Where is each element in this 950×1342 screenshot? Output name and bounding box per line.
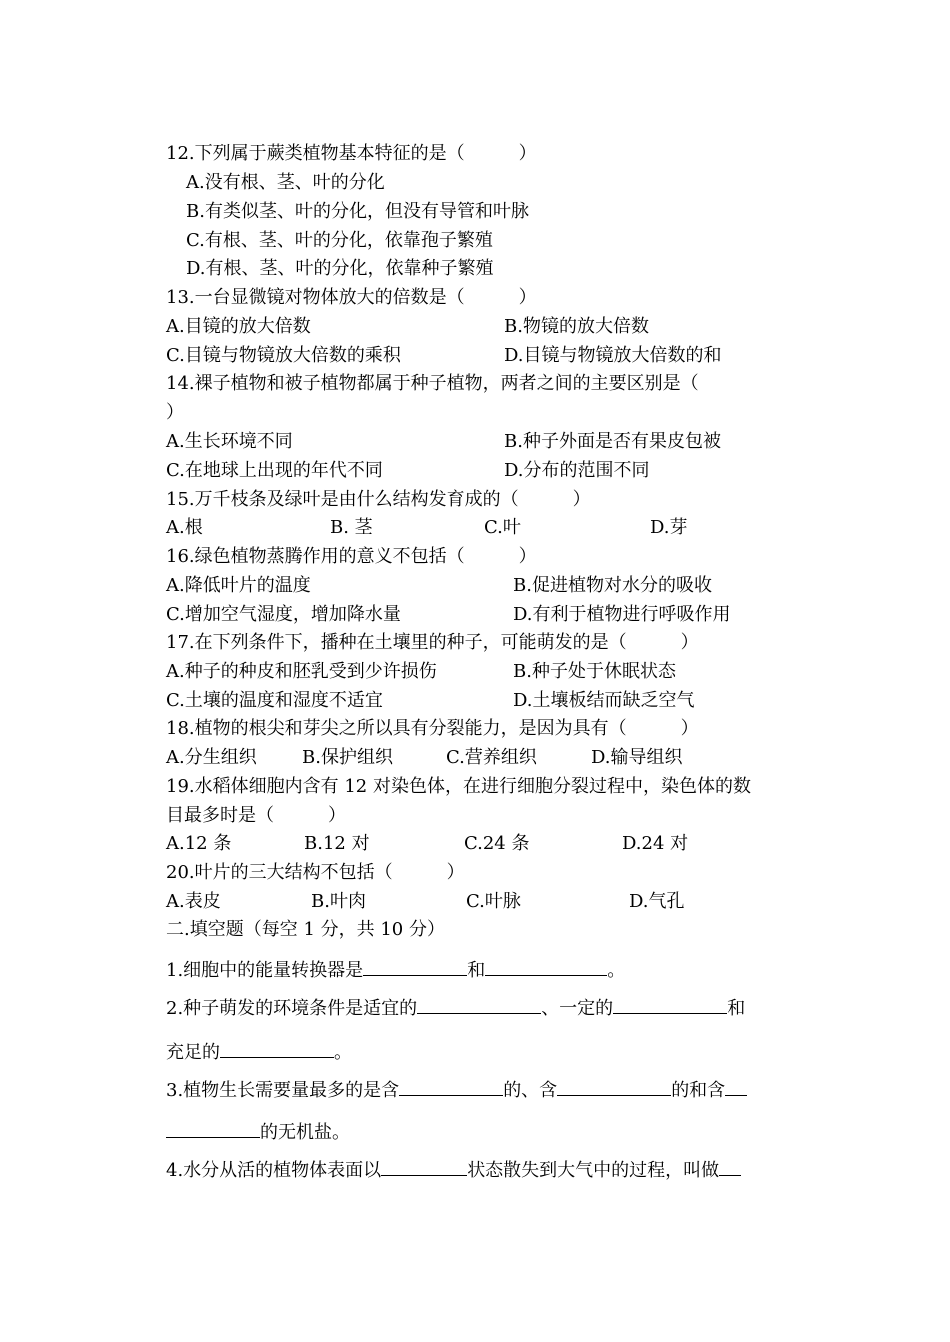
fill-3-blank-2: [557, 1079, 671, 1096]
fill-3-blank-1: [399, 1079, 503, 1096]
q14-option-c: C.在地球上出现的年代不同: [166, 460, 383, 481]
question-16-stem: 16.绿色植物蒸腾作用的意义不包括（ ）: [166, 546, 537, 567]
fill-1: [166, 959, 625, 982]
question-19-stem-cont: 目最多时是（ ）: [166, 805, 346, 826]
q20-option-a: A.表皮: [166, 891, 221, 912]
q12-option-a: A.没有根、茎、叶的分化: [186, 172, 385, 193]
fill-2-blank-1: [417, 997, 541, 1014]
fill-4: [166, 1159, 741, 1182]
fill-3-text-a: 3.植物生长需要量最多的是含: [166, 1080, 400, 1101]
q14-option-d: D.分布的范围不同: [504, 460, 650, 481]
fill-4-text-a: 4.水分从活的植物体表面以: [166, 1160, 382, 1181]
q15-option-b: B. 茎: [330, 517, 373, 538]
fill-2-blank-3: [220, 1041, 334, 1058]
q13-option-b: B.物镜的放大倍数: [504, 316, 649, 337]
fill-3-cont: [166, 1121, 350, 1144]
fill-4-blank-2: [719, 1159, 741, 1176]
fill-2-text-a: 2.种子萌发的环境条件是适宜的: [166, 998, 418, 1019]
q16-option-b: B.促进植物对水分的吸收: [513, 575, 712, 596]
q15-option-d: D.芽: [650, 517, 688, 538]
q19-option-b: B.12 对: [304, 833, 370, 854]
section-2-title: 二.填空题（每空 1 分，共 10 分）: [166, 919, 445, 940]
fill-2-text-b: 、一定的: [541, 998, 614, 1019]
q20-option-d: D.气孔: [629, 891, 685, 912]
q12-option-b: B.有类似茎、叶的分化，但没有导管和叶脉: [186, 201, 529, 222]
q18-option-c: C.营养组织: [446, 747, 537, 768]
fill-3: [166, 1079, 747, 1102]
fill-2-text-e: 。: [334, 1042, 352, 1063]
fill-2-text-d: 充足的: [166, 1042, 220, 1063]
fill-1-text-b: 和: [467, 960, 486, 981]
fill-4-blank-1: [381, 1159, 467, 1176]
q18-option-d: D.输导组织: [591, 747, 683, 768]
fill-1-text-c: 。: [607, 960, 626, 981]
q17-option-d: D.土壤板结而缺乏空气: [513, 690, 695, 711]
fill-3-text-b: 的、含: [503, 1080, 558, 1101]
q19-option-c: C.24 条: [464, 833, 530, 854]
question-13-stem: 13.一台显微镜对物体放大的倍数是（ ）: [166, 287, 537, 308]
q16-option-d: D.有利于植物进行呼吸作用: [513, 604, 731, 625]
q14-option-a: A.生长环境不同: [166, 431, 293, 452]
q13-option-a: A.目镜的放大倍数: [166, 316, 311, 337]
q18-option-b: B.保护组织: [302, 747, 393, 768]
q17-option-c: C.土壤的温度和湿度不适宜: [166, 690, 383, 711]
question-18-stem: 18.植物的根尖和芽尖之所以具有分裂能力，是因为具有（ ）: [166, 718, 699, 739]
fill-4-text-b: 状态散失到大气中的过程，叫做: [467, 1160, 720, 1181]
question-19-stem: 19.水稻体细胞内含有 12 对染色体，在进行细胞分裂过程中，染色体的数: [166, 776, 751, 797]
fill-3-text-c: 的和含: [671, 1080, 726, 1101]
fill-2: [166, 997, 745, 1020]
q16-option-a: A.降低叶片的温度: [166, 575, 311, 596]
q17-option-b: B.种子处于休眠状态: [513, 661, 676, 682]
fill-1-blank-1: [363, 959, 467, 976]
question-20-stem: 20.叶片的三大结构不包括（ ）: [166, 862, 465, 883]
fill-2-text-c: 和: [727, 998, 746, 1019]
question-17-stem: 17.在下列条件下，播种在土壤里的种子，可能萌发的是（ ）: [166, 632, 699, 653]
fill-3-blank-3a: [725, 1079, 747, 1096]
q19-option-a: A.12 条: [166, 833, 232, 854]
fill-2-cont: [166, 1041, 352, 1064]
q17-option-a: A.种子的种皮和胚乳受到少许损伤: [166, 661, 437, 682]
fill-1-text-a: 1.细胞中的能量转换器是: [166, 960, 364, 981]
q14-option-b: B.种子外面是否有果皮包被: [504, 431, 721, 452]
q13-option-c: C.目镜与物镜放大倍数的乘积: [166, 345, 401, 366]
question-15-stem: 15.万千枝条及绿叶是由什么结构发育成的（ ）: [166, 489, 591, 510]
fill-3-text-d: 的无机盐。: [260, 1122, 350, 1143]
q12-option-d: D.有根、茎、叶的分化，依靠种子繁殖: [186, 258, 494, 279]
q16-option-c: C.增加空气湿度，增加降水量: [166, 604, 401, 625]
question-14-stem-cont: ）: [166, 402, 184, 423]
q15-option-a: A.根: [166, 517, 203, 538]
q13-option-d: D.目镜与物镜放大倍数的和: [504, 345, 722, 366]
fill-3-blank-3b: [166, 1121, 260, 1138]
question-14-stem: 14.裸子植物和被子植物都属于种子植物，两者之间的主要区别是（: [166, 373, 699, 394]
q15-option-c: C.叶: [484, 517, 521, 538]
fill-1-blank-2: [485, 959, 607, 976]
q18-option-a: A.分生组织: [166, 747, 257, 768]
fill-2-blank-2: [613, 997, 727, 1014]
question-12-stem: 12.下列属于蕨类植物基本特征的是（ ）: [166, 143, 537, 164]
q20-option-c: C.叶脉: [466, 891, 521, 912]
q19-option-d: D.24 对: [622, 833, 689, 854]
q20-option-b: B.叶肉: [311, 891, 366, 912]
q12-option-c: C.有根、茎、叶的分化，依靠孢子繁殖: [186, 230, 493, 251]
